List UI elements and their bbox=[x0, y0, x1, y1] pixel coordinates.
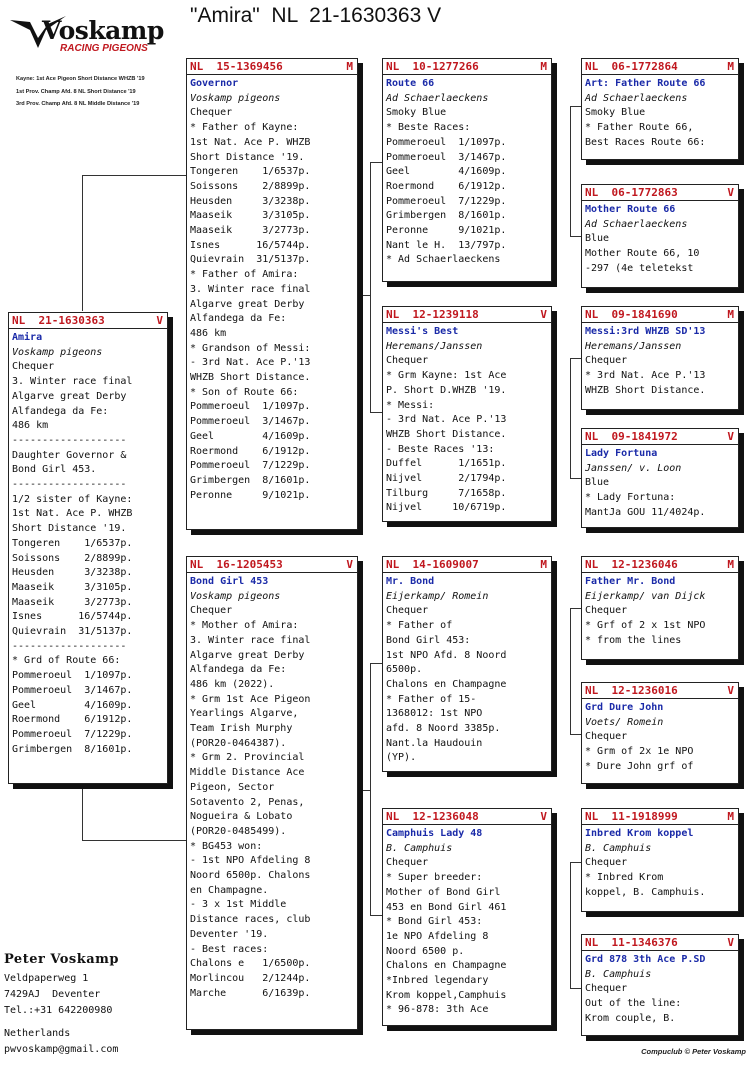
sex-marker: V bbox=[727, 684, 734, 697]
note-line: Smoky Blue bbox=[585, 107, 646, 119]
note-line: Isnes 16/5744p. bbox=[12, 611, 133, 623]
note-line: Morlincou 2/1244p. bbox=[190, 972, 311, 984]
note-line: * Lady Fortuna: bbox=[585, 492, 676, 504]
note-line: Best Races Route 66: bbox=[585, 136, 706, 148]
note-line: Nant.la Haudouin bbox=[386, 737, 483, 749]
pedigree-box-mother bbox=[186, 556, 358, 1030]
connector-line bbox=[570, 608, 581, 609]
note-line: WHZB Short Distance. bbox=[190, 372, 311, 384]
breeder-name: Heremans/Janssen bbox=[585, 340, 682, 352]
note-line: Pigeon, Sector bbox=[190, 781, 275, 793]
note-line: Isnes 16/5744p. bbox=[190, 239, 311, 251]
note-line: - Beste Races '13: bbox=[386, 443, 495, 455]
ring-header bbox=[582, 59, 738, 75]
connector-line bbox=[370, 412, 382, 413]
pigeon-details bbox=[582, 699, 738, 777]
ring-number: NL 06-1772863 bbox=[585, 186, 678, 199]
note-line: Maaseik 3/3105p. bbox=[12, 581, 133, 593]
note-line: * Son of Route 66: bbox=[190, 386, 299, 398]
note-line: Nogueira & Lobato bbox=[190, 811, 293, 823]
note-line: * Grd of Route 66: bbox=[12, 655, 121, 667]
note-line: 3. Winter race final bbox=[190, 634, 311, 646]
sex-marker: V bbox=[156, 314, 163, 327]
note-line: Chequer bbox=[386, 355, 429, 367]
pedigree-box-ddd bbox=[581, 934, 739, 1036]
breeder-name: Heremans/Janssen bbox=[386, 340, 483, 352]
breeder-name: Voskamp pigeons bbox=[190, 590, 281, 602]
ring-header bbox=[582, 429, 738, 445]
note-line: Blue bbox=[585, 477, 610, 489]
connector-line bbox=[570, 236, 581, 237]
note-line: Roermond 6/1912p. bbox=[190, 445, 311, 457]
note-line: - 3 x 1st Middle bbox=[190, 899, 287, 911]
pedigree-box-dsd bbox=[581, 682, 739, 784]
note-line: Pommeroeul 7/1229p. bbox=[386, 195, 507, 207]
note-line: afd. 8 Noord 3385p. bbox=[386, 723, 501, 735]
note-line: Grimbergen 8/1601p. bbox=[12, 743, 133, 755]
breeder-name: B. Camphuis bbox=[585, 968, 652, 980]
note-line: 453 en Bond Girl 461 bbox=[386, 901, 507, 913]
note-line: * Bond Girl 453: bbox=[386, 916, 483, 928]
note-line: ------------------- bbox=[12, 640, 127, 652]
connector-line bbox=[358, 790, 370, 791]
note-line: 3. Winter race final bbox=[12, 376, 133, 388]
pigeon-name: Mother Route 66 bbox=[585, 204, 676, 215]
note-line: Chequer bbox=[386, 605, 429, 617]
note-line: Geel 4/1609p. bbox=[190, 430, 311, 442]
note-line: Distance races, club bbox=[190, 914, 311, 926]
pigeon-details bbox=[187, 75, 357, 505]
note-line: Grimbergen 8/1601p. bbox=[190, 474, 311, 486]
ring-number: NL 15-1369456 bbox=[190, 60, 283, 73]
breeder-name: Voskamp pigeons bbox=[12, 346, 103, 358]
owner-block bbox=[4, 952, 119, 1058]
note-line: * Ad Schaerlaeckens bbox=[386, 254, 501, 266]
note-line: 486 km (2022). bbox=[190, 678, 275, 690]
ring-header bbox=[582, 557, 738, 573]
pigeon-name: Mr. Bond bbox=[386, 576, 435, 587]
pigeon-details bbox=[383, 323, 551, 518]
note-line: MantJa GOU 11/4024p. bbox=[585, 506, 706, 518]
ring-number: NL 12-1239118 bbox=[386, 308, 479, 321]
note-line: 1368012: 1st NPO bbox=[386, 708, 483, 720]
connector-line bbox=[370, 663, 382, 664]
ring-number: NL 21-1630363 bbox=[12, 314, 105, 327]
pigeon-name: Messi's Best bbox=[386, 326, 459, 337]
note-line: * Father of Kayne: bbox=[190, 122, 299, 134]
note-line: Peronne 9/1021p. bbox=[386, 225, 507, 237]
note-line: * Grandson of Messi: bbox=[190, 342, 311, 354]
pigeon-name: Route 66 bbox=[386, 78, 435, 89]
pigeon-name: Art: Father Route 66 bbox=[585, 78, 706, 89]
achievements-list bbox=[16, 73, 145, 111]
note-line: Heusden 3/3238p. bbox=[12, 567, 133, 579]
note-line: Chequer bbox=[585, 731, 628, 743]
ring-header bbox=[383, 557, 551, 573]
note-line: Pommeroeul 1/1097p. bbox=[190, 401, 311, 413]
note-line: Blue bbox=[585, 233, 610, 245]
note-line: Chequer bbox=[585, 355, 628, 367]
connector-line bbox=[370, 915, 382, 916]
connector-line bbox=[570, 106, 571, 236]
pigeon-name: Bond Girl 453 bbox=[190, 576, 269, 587]
note-line: koppel, B. Camphuis. bbox=[585, 886, 706, 898]
sex-marker: V bbox=[727, 430, 734, 443]
pedigree-box-dss bbox=[581, 556, 739, 660]
note-line: Out of the line: bbox=[585, 998, 682, 1010]
note-line: 6500p. bbox=[386, 664, 423, 676]
note-line: Quievrain 31/5137p. bbox=[190, 254, 311, 266]
pigeon-name: Grd 878 3th Ace P.SD bbox=[585, 954, 706, 965]
note-line: Marche 6/1639p. bbox=[190, 987, 311, 999]
pedigree-box-dds bbox=[581, 808, 739, 912]
breeder-name: Ad Schaerlaeckens bbox=[585, 92, 688, 104]
pedigree-box-sss bbox=[581, 58, 739, 160]
connector-line bbox=[370, 663, 371, 915]
note-line: 486 km bbox=[12, 420, 49, 432]
sex-marker: M bbox=[346, 60, 353, 73]
note-line: Soissons 2/8899p. bbox=[12, 552, 133, 564]
owner-country: Netherlands bbox=[4, 1028, 71, 1039]
breeder-name: Eijerkamp/ Romein bbox=[386, 590, 489, 602]
owner-name: Peter Voskamp bbox=[4, 952, 120, 967]
note-line: Alfandega da Fe: bbox=[190, 313, 287, 325]
connector-line bbox=[570, 988, 581, 989]
note-line: Alfandega da Fe: bbox=[12, 405, 109, 417]
ring-number: NL 10-1277266 bbox=[386, 60, 479, 73]
note-line: (YP). bbox=[386, 752, 417, 764]
pigeon-details bbox=[582, 951, 738, 1029]
sex-marker: M bbox=[727, 558, 734, 571]
pigeon-details bbox=[582, 573, 738, 651]
page-title: "Amira" NL 21-1630363 V bbox=[190, 4, 442, 27]
note-line: Pommeroeul 3/1467p. bbox=[386, 151, 507, 163]
note-line: Pommeroeul 1/1097p. bbox=[386, 136, 507, 148]
note-line: * Father Route 66, bbox=[585, 122, 694, 134]
pedigree-box-sire-sire bbox=[382, 58, 552, 282]
note-line: Soissons 2/8899p. bbox=[190, 180, 311, 192]
note-line: * Grf of 2 x 1st NPO bbox=[585, 620, 706, 632]
note-line: * Father of Amira: bbox=[190, 269, 299, 281]
note-line: * Inbred Krom bbox=[585, 872, 664, 884]
note-line: Chalons e 1/6500p. bbox=[190, 958, 311, 970]
note-line: - Best races: bbox=[190, 943, 269, 955]
voskamp-logo bbox=[8, 10, 168, 58]
note-line: * Grm 1st Ace Pigeon bbox=[190, 693, 311, 705]
ring-header bbox=[582, 185, 738, 201]
note-line: 1/2 sister of Kayne: bbox=[12, 493, 133, 505]
connector-line bbox=[570, 734, 581, 735]
note-line: Short Distance '19. bbox=[190, 151, 305, 163]
ring-number: NL 09-1841972 bbox=[585, 430, 678, 443]
note-line: (POR20-0464387). bbox=[190, 737, 287, 749]
note-line: - 1st NPO Afdeling 8 bbox=[190, 855, 311, 867]
connector-line bbox=[570, 478, 581, 479]
pigeon-name: Father Mr. Bond bbox=[585, 576, 676, 587]
achievement-line: Kayne: 1st Ace Pigeon Short Distance WHZB '19 bbox=[16, 76, 145, 82]
breeder-name: Janssen/ v. Loon bbox=[585, 462, 682, 474]
note-line: en Champagne. bbox=[190, 884, 269, 896]
connector-line bbox=[370, 162, 382, 163]
ring-header bbox=[582, 307, 738, 323]
pedigree-box-dam-sire bbox=[382, 556, 552, 772]
owner-phone: Tel.:+31 642200980 bbox=[4, 1005, 113, 1016]
note-line: Quievrain 31/5137p. bbox=[12, 626, 133, 638]
note-line: 1e NPO Afdeling 8 bbox=[386, 930, 489, 942]
ring-number: NL 16-1205453 bbox=[190, 558, 283, 571]
note-line: 1st NPO Afd. 8 Noord bbox=[386, 649, 507, 661]
note-line: Roermond 6/1912p. bbox=[12, 714, 133, 726]
ring-header bbox=[383, 307, 551, 323]
connector-line bbox=[82, 785, 83, 840]
note-line: * Beste Races: bbox=[386, 122, 471, 134]
note-line: Deventer '19. bbox=[190, 928, 269, 940]
sex-marker: M bbox=[727, 810, 734, 823]
note-line: * from the lines bbox=[585, 634, 682, 646]
footer-credit: Compuclub © Peter Voskamp bbox=[641, 1047, 746, 1056]
ring-header bbox=[187, 557, 357, 573]
connector-line bbox=[570, 358, 581, 359]
note-line: P. Short D.WHZB '19. bbox=[386, 384, 507, 396]
note-line: Chequer bbox=[585, 857, 628, 869]
note-line: WHZB Short Distance. bbox=[585, 384, 706, 396]
pigeon-details bbox=[582, 445, 738, 523]
note-line: Tongeren 1/6537p. bbox=[190, 166, 311, 178]
ring-header bbox=[383, 809, 551, 825]
pigeon-details bbox=[187, 573, 357, 1003]
note-line: (POR20-0485499). bbox=[190, 825, 287, 837]
achievement-line: 3rd Prov. Champ Afd. 8 NL Middle Distance '19 bbox=[16, 101, 140, 107]
pigeon-details bbox=[582, 201, 738, 279]
note-line: Smoky Blue bbox=[386, 107, 447, 119]
ring-header bbox=[9, 313, 167, 329]
connector-line bbox=[570, 608, 571, 734]
note-line: 1st Nat. Ace P. WHZB bbox=[12, 508, 133, 520]
pedigree-box-ssd bbox=[581, 184, 739, 288]
note-line: Geel 4/1609p. bbox=[386, 166, 507, 178]
note-line: Bond Girl 453: bbox=[386, 634, 471, 646]
owner-street: Veldpaperweg 1 bbox=[4, 973, 89, 984]
ring-header bbox=[582, 935, 738, 951]
note-line: *Inbred legendary bbox=[386, 975, 489, 987]
note-line: Middle Distance Ace bbox=[190, 767, 305, 779]
note-line: Chequer bbox=[190, 107, 233, 119]
achievement-line: 1st Prov. Champ Afd. 8 NL Short Distance '19 bbox=[16, 88, 136, 95]
note-line: Pommeroeul 3/1467p. bbox=[12, 684, 133, 696]
note-line: Tongeren 1/6537p. bbox=[12, 537, 133, 549]
note-line: 3. Winter race final bbox=[190, 283, 311, 295]
note-line: * 96-878: 3th Ace bbox=[386, 1004, 489, 1016]
pigeon-details bbox=[582, 825, 738, 903]
pedigree-box-subject bbox=[8, 312, 168, 784]
ring-header bbox=[383, 59, 551, 75]
ring-number: NL 14-1609007 bbox=[386, 558, 479, 571]
ring-number: NL 11-1346376 bbox=[585, 936, 678, 949]
breeder-name: Ad Schaerlaeckens bbox=[585, 218, 688, 230]
pigeon-name: Camphuis Lady 48 bbox=[386, 828, 483, 839]
note-line: * Super breeder: bbox=[386, 872, 483, 884]
pedigree-box-sds bbox=[581, 306, 739, 410]
connector-line bbox=[570, 106, 581, 107]
ring-header bbox=[582, 683, 738, 699]
connector-line bbox=[370, 162, 371, 412]
note-line: Short Distance '19. bbox=[12, 523, 127, 535]
note-line: Mother Route 66, 10 bbox=[585, 248, 700, 260]
note-line: - 3rd Nat. Ace P.'13 bbox=[190, 357, 311, 369]
note-line: Duffel 1/1651p. bbox=[386, 458, 507, 470]
pedigree-box-father bbox=[186, 58, 358, 530]
ring-number: NL 12-1236048 bbox=[386, 810, 479, 823]
note-line: 1st Nat. Ace P. WHZB bbox=[190, 136, 311, 148]
note-line: Algarve great Derby bbox=[12, 390, 127, 402]
note-line: * Messi: bbox=[386, 399, 435, 411]
pigeon-details bbox=[9, 329, 167, 759]
note-line: Roermond 6/1912p. bbox=[386, 180, 507, 192]
sex-marker: M bbox=[540, 558, 547, 571]
note-line: Alfandega da Fe: bbox=[190, 664, 287, 676]
breeder-name: Ad Schaerlaeckens bbox=[386, 92, 489, 104]
note-line: Chequer bbox=[585, 983, 628, 995]
note-line: Yearlings Algarve, bbox=[190, 708, 299, 720]
note-line: Chalons en Champagne bbox=[386, 960, 507, 972]
pigeon-details bbox=[383, 573, 551, 768]
connector-line bbox=[358, 295, 370, 296]
note-line: Maaseik 3/3105p. bbox=[190, 210, 311, 222]
note-line: * 3rd Nat. Ace P.'13 bbox=[585, 370, 706, 382]
note-line: Noord 6500 p. bbox=[386, 945, 465, 957]
note-line: Daughter Governor & bbox=[12, 449, 127, 461]
sex-marker: M bbox=[727, 308, 734, 321]
note-line: * Father of bbox=[386, 620, 453, 632]
breeder-name: Voets/ Romein bbox=[585, 716, 664, 728]
note-line: Noord 6500p. Chalons bbox=[190, 870, 311, 882]
sex-marker: V bbox=[540, 308, 547, 321]
note-line: Chequer bbox=[190, 605, 233, 617]
note-line: Team Irish Murphy bbox=[190, 723, 293, 735]
sex-marker: V bbox=[727, 186, 734, 199]
pigeon-details bbox=[582, 75, 738, 153]
note-line: Mother of Bond Girl bbox=[386, 886, 501, 898]
owner-email[interactable]: pwvoskamp@gmail.com bbox=[4, 1044, 119, 1055]
note-line: Sotavento 2, Penas, bbox=[190, 796, 305, 808]
ring-number: NL 12-1236016 bbox=[585, 684, 678, 697]
pigeon-details bbox=[383, 75, 551, 270]
note-line: Nijvel 10/6719p. bbox=[386, 502, 507, 514]
pigeon-details bbox=[582, 323, 738, 401]
ring-header bbox=[582, 809, 738, 825]
note-line: Krom couple, B. bbox=[585, 1012, 676, 1024]
note-line: ------------------- bbox=[12, 434, 127, 446]
breeder-name: B. Camphuis bbox=[386, 842, 453, 854]
note-line: Nijvel 2/1794p. bbox=[386, 473, 507, 485]
note-line: Pommeroeul 1/1097p. bbox=[12, 670, 133, 682]
connector-line bbox=[570, 862, 571, 988]
pigeon-name: Grd Dure John bbox=[585, 702, 664, 713]
breeder-name: B. Camphuis bbox=[585, 842, 652, 854]
connector-line bbox=[82, 175, 186, 176]
sex-marker: M bbox=[540, 60, 547, 73]
note-line: Chalons en Champagne bbox=[386, 678, 507, 690]
ring-header bbox=[187, 59, 357, 75]
connector-line bbox=[82, 840, 186, 841]
note-line: * Dure John grf of bbox=[585, 760, 694, 772]
note-line: Grimbergen 8/1601p. bbox=[386, 210, 507, 222]
pigeon-name: Lady Fortuna bbox=[585, 448, 658, 459]
note-line: Bond Girl 453. bbox=[12, 464, 97, 476]
note-line: Krom koppel,Camphuis bbox=[386, 989, 507, 1001]
pedigree-box-sire-dam bbox=[382, 306, 552, 522]
note-line: WHZB Short Distance. bbox=[386, 428, 507, 440]
note-line: * BG453 won: bbox=[190, 840, 263, 852]
pedigree-box-sdd bbox=[581, 428, 739, 528]
note-line: Maaseik 3/2773p. bbox=[12, 596, 133, 608]
pigeon-name: Inbred Krom koppel bbox=[585, 828, 694, 839]
sex-marker: M bbox=[727, 60, 734, 73]
note-line: Chequer bbox=[12, 361, 55, 373]
note-line: Tilburg 7/1658p. bbox=[386, 487, 507, 499]
note-line: * Grm Kayne: 1st Ace bbox=[386, 370, 507, 382]
ring-number: NL 06-1772864 bbox=[585, 60, 678, 73]
connector-line bbox=[570, 862, 581, 863]
connector-line bbox=[570, 358, 571, 478]
note-line: Pommeroeul 3/1467p. bbox=[190, 416, 311, 428]
note-line: * Father of 15- bbox=[386, 693, 477, 705]
breeder-name: Eijerkamp/ van Dijck bbox=[585, 590, 706, 602]
note-line: Pommeroeul 7/1229p. bbox=[190, 460, 311, 472]
note-line: Maaseik 3/2773p. bbox=[190, 225, 311, 237]
sex-marker: V bbox=[540, 810, 547, 823]
connector-line bbox=[82, 175, 83, 311]
pedigree-box-dam-dam bbox=[382, 808, 552, 1026]
note-line: ------------------- bbox=[12, 479, 127, 491]
pigeon-name: Messi:3rd WHZB SD'13 bbox=[585, 326, 706, 337]
note-line: Pommeroeul 7/1229p. bbox=[12, 728, 133, 740]
logo-brand: Voskamp bbox=[42, 16, 164, 45]
sex-marker: V bbox=[346, 558, 353, 571]
ring-number: NL 09-1841690 bbox=[585, 308, 678, 321]
note-line: Peronne 9/1021p. bbox=[190, 489, 311, 501]
ring-number: NL 12-1236046 bbox=[585, 558, 678, 571]
logo-subtitle: RACING PIGEONS bbox=[60, 43, 148, 54]
ring-number: NL 11-1918999 bbox=[585, 810, 678, 823]
note-line: * Grm 2. Provincial bbox=[190, 752, 305, 764]
pigeon-details bbox=[383, 825, 551, 1020]
note-line: * Mother of Amira: bbox=[190, 620, 299, 632]
breeder-name: Voskamp pigeons bbox=[190, 92, 281, 104]
note-line: Chequer bbox=[386, 857, 429, 869]
owner-city: 7429AJ Deventer bbox=[4, 989, 101, 1000]
note-line: Nant le H. 13/797p. bbox=[386, 239, 507, 251]
note-line: 486 km bbox=[190, 327, 227, 339]
note-line: Geel 4/1609p. bbox=[12, 699, 133, 711]
pigeon-name: Amira bbox=[12, 332, 43, 343]
note-line: Chequer bbox=[585, 605, 628, 617]
note-line: Algarve great Derby bbox=[190, 649, 305, 661]
note-line: Algarve great Derby bbox=[190, 298, 305, 310]
note-line: Heusden 3/3238p. bbox=[190, 195, 311, 207]
note-line: -297 (4e teletekst bbox=[585, 262, 694, 274]
sex-marker: V bbox=[727, 936, 734, 949]
pigeon-name: Governor bbox=[190, 78, 239, 89]
note-line: * Grm of 2x 1e NPO bbox=[585, 746, 694, 758]
note-line: - 3rd Nat. Ace P.'13 bbox=[386, 414, 507, 426]
